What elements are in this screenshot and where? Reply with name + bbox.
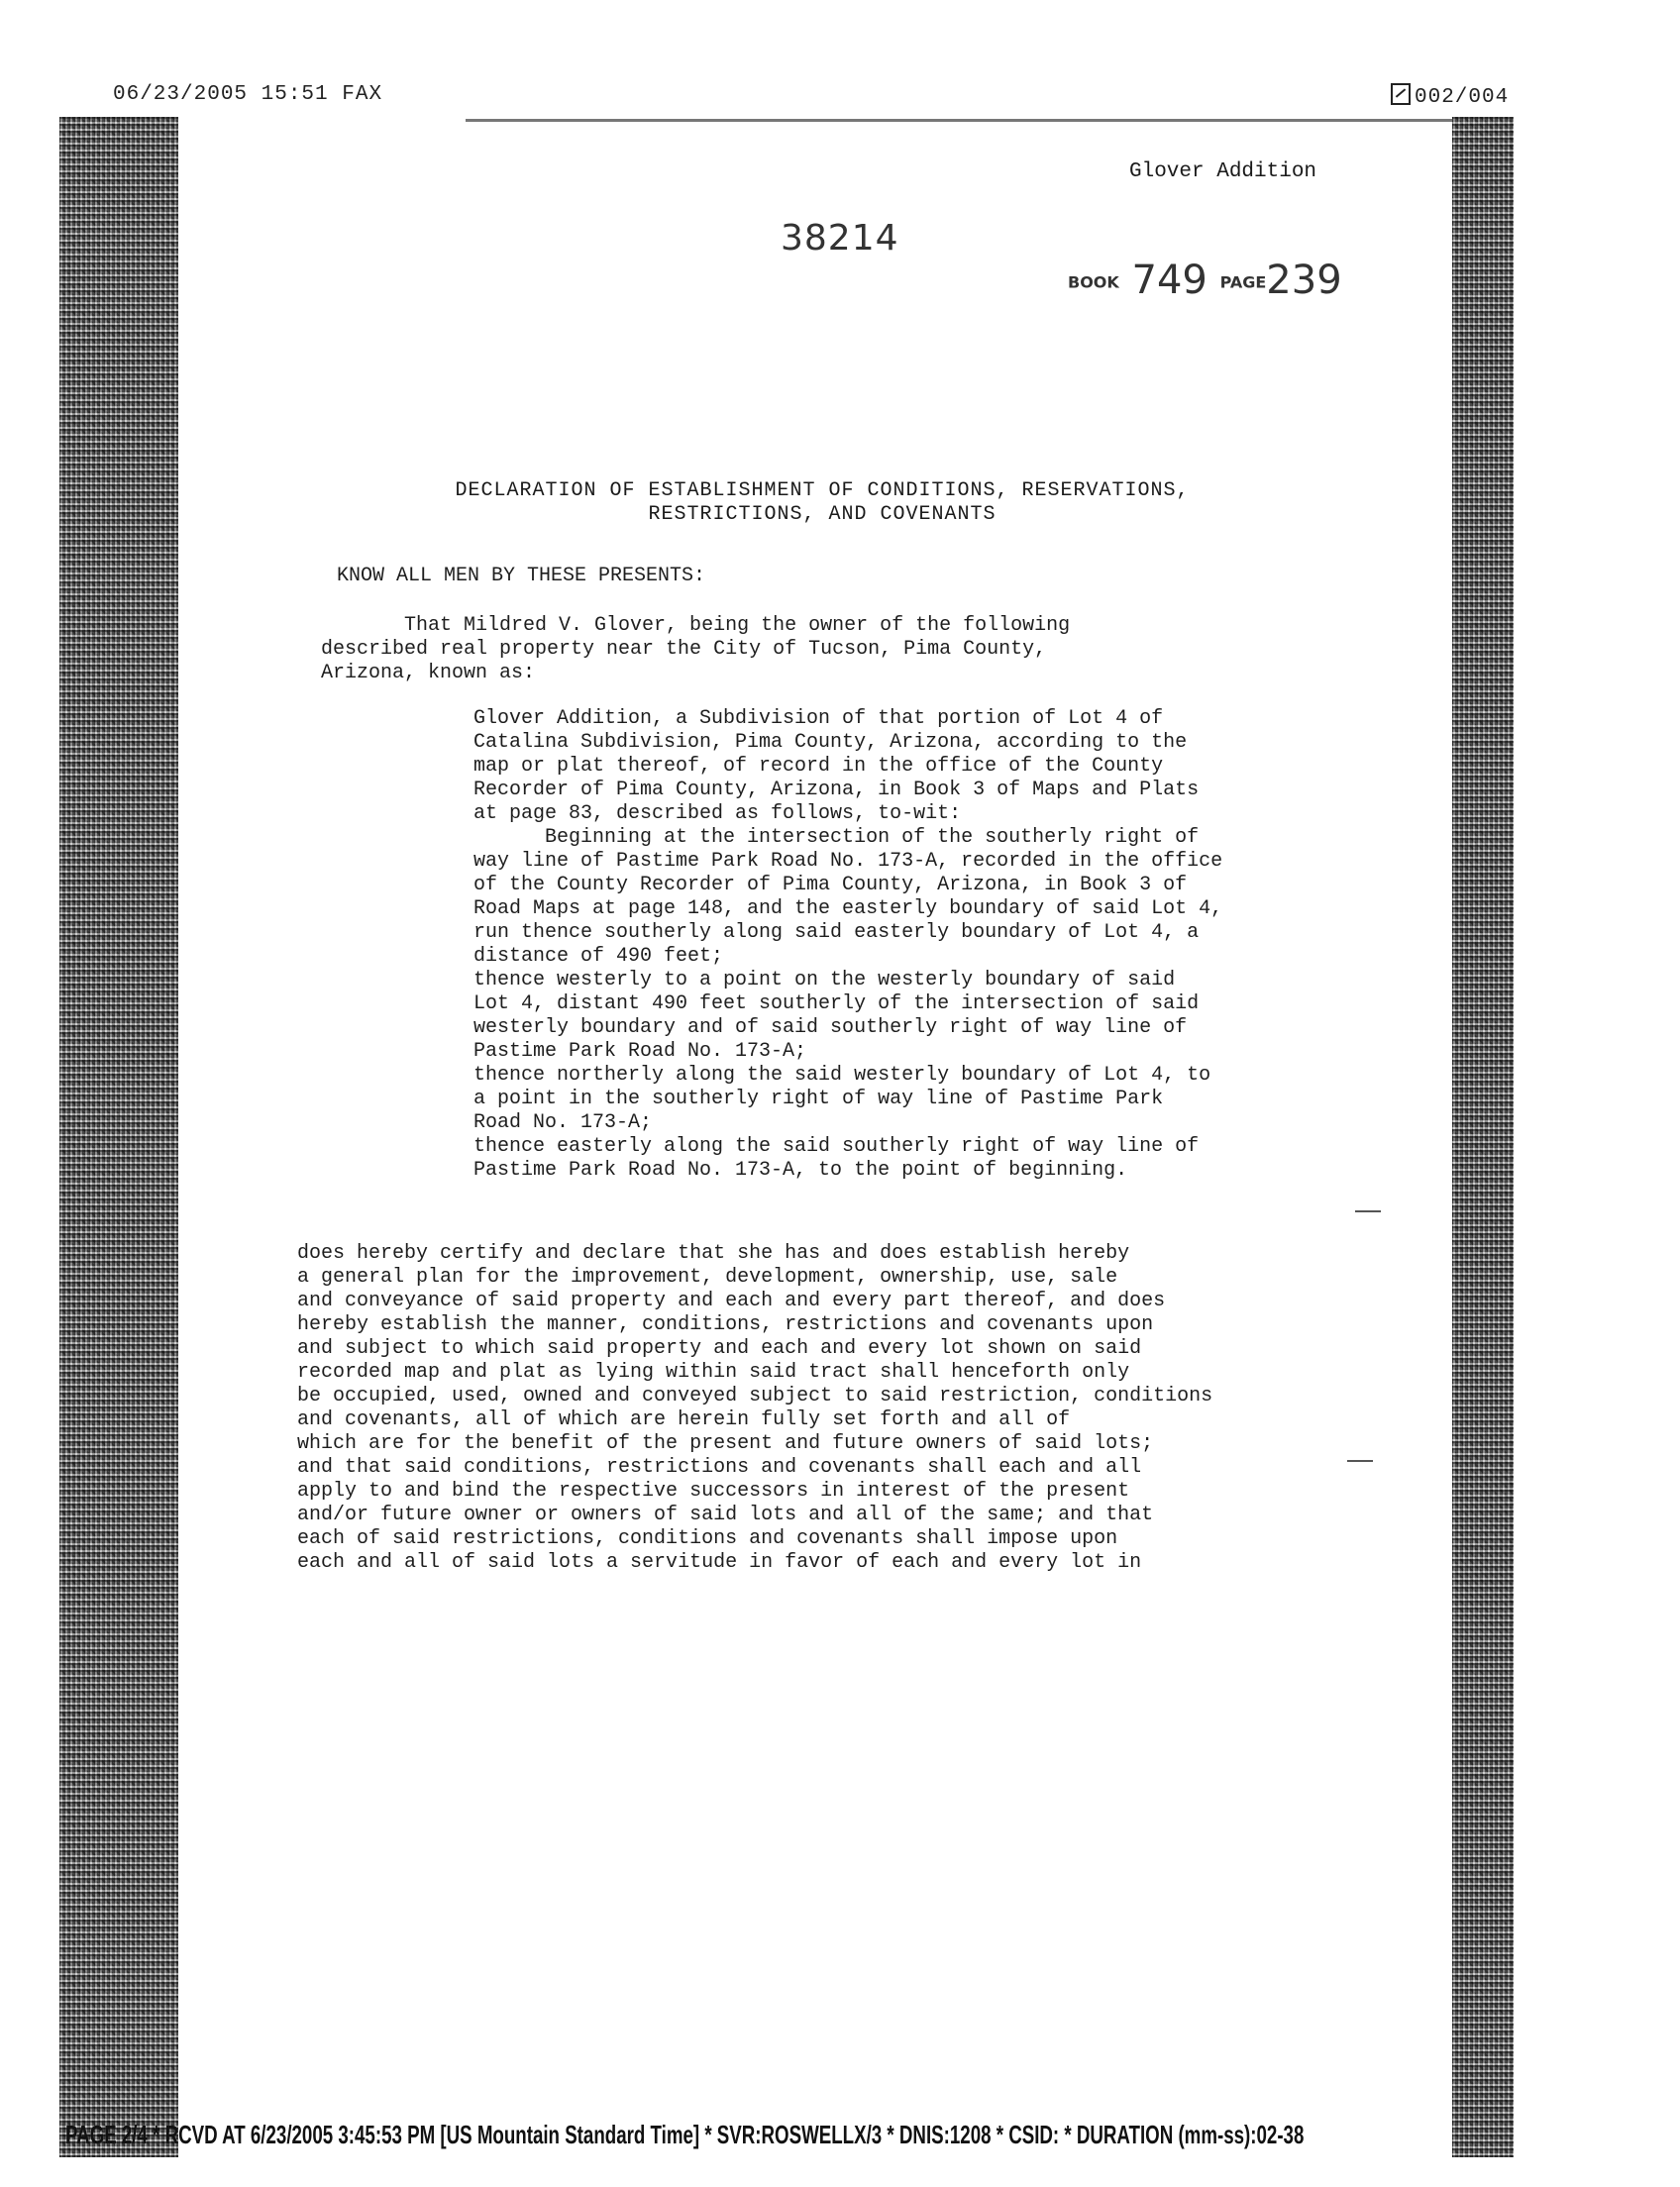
document-number: 38214 [781,218,899,259]
book-page-stamp [1068,258,1342,303]
fax-page-counter [1391,83,1509,109]
fax-page-icon [1391,83,1411,105]
book-number: 749 [1131,258,1208,303]
legal-description: Glover Addition, a Subdivision of that portion of Lot 4 of Catalina Subdivision, Pima County, Arizona, according to the map or plat thereof, of record in the office of the County Recorder of Pima County, Arizona, in Book 3 of Maps and Plats at page 83, described as follows, to-wit: Beginning at the intersection of the southerly right of way line of Pastime Park Road No. 173-A, recorded in the office of the County Recorder of Pima County, Arizona, in Book 3 of Road Maps at page 148, and the easterly boundary of said Lot 4, run thence southerly along said easterly boundary of Lot 4, a distance of 490 feet; thence westerly to a point on the westerly boundary of said Lot 4, distant 490 feet southerly of the intersection of said westerly boundary and of said southerly right of way line of Pastime Park Road No. 173-A; thence northerly along the said westerly boundary of Lot 4, to a point in the southerly right of way line of Pastime Park Road No. 173-A; thence easterly along the said southerly right of way line of Pastime Park Road No. 173-A, to the point of beginning. [473,707,1223,1182]
fax-transmission-footer: PAGE 2/4 * RCVD AT 6/23/2005 3:45:53 PM [US Mountain Standard Time] * SVR:ROSWELLX/3 * DNIS:1208 * CSID: * DURATION (mm-ss):02-38 [65,2120,1305,2149]
left-scan-edge [59,117,178,2157]
document-title-line1: DECLARATION OF ESTABLISHMENT OF CONDITIONS, RESERVATIONS, [455,479,1190,502]
declaration-paragraph: does hereby certify and declare that she has and does establish hereby a general plan for the improvement, development, ownership, use, sale and conveyance of said property and each and every part thereof, and does hereby establish the manner, conditions, restrictions and covenants upon and subject to which said property and each and every lot shown on said recorded map and plat as lying within said tract shall henceforth only be occupied, used, owned and conveyed subject to said restriction, conditions and covenants, all of which are herein fully set forth and all of which are for the benefit of the present and future owners of said lots; and that said conditions, restrictions and covenants shall each and all apply to and bind the respective successors in interest of the present and/or future owner or owners of said lots and all of the same; and that each of said restrictions, conditions and covenants shall impose upon each and all of said lots a servitude in favor of each and every lot in [297,1242,1213,1574]
page-number: 239 [1266,258,1342,303]
intro-paragraph: That Mildred V. Glover, being the owner of the following described real property near the City of Tucson, Pima County, Arizona, known as: [321,614,1071,684]
right-scan-edge [1452,117,1514,2157]
book-prefix: BOOK [1068,272,1119,292]
page-prefix: PAGE [1219,272,1267,292]
document-title-line2: RESTRICTIONS, AND COVENANTS [648,503,997,526]
fax-header-timestamp: 06/23/2005 15:51 FAX [113,83,383,106]
opening-line: KNOW ALL MEN BY THESE PRESENTS: [337,565,706,587]
margin-mark [1347,1460,1373,1462]
margin-mark [1355,1210,1381,1212]
top-rule [466,119,1456,122]
document-label: Glover Addition [1129,160,1317,183]
fax-page-counter-text: 002/004 [1415,86,1510,109]
